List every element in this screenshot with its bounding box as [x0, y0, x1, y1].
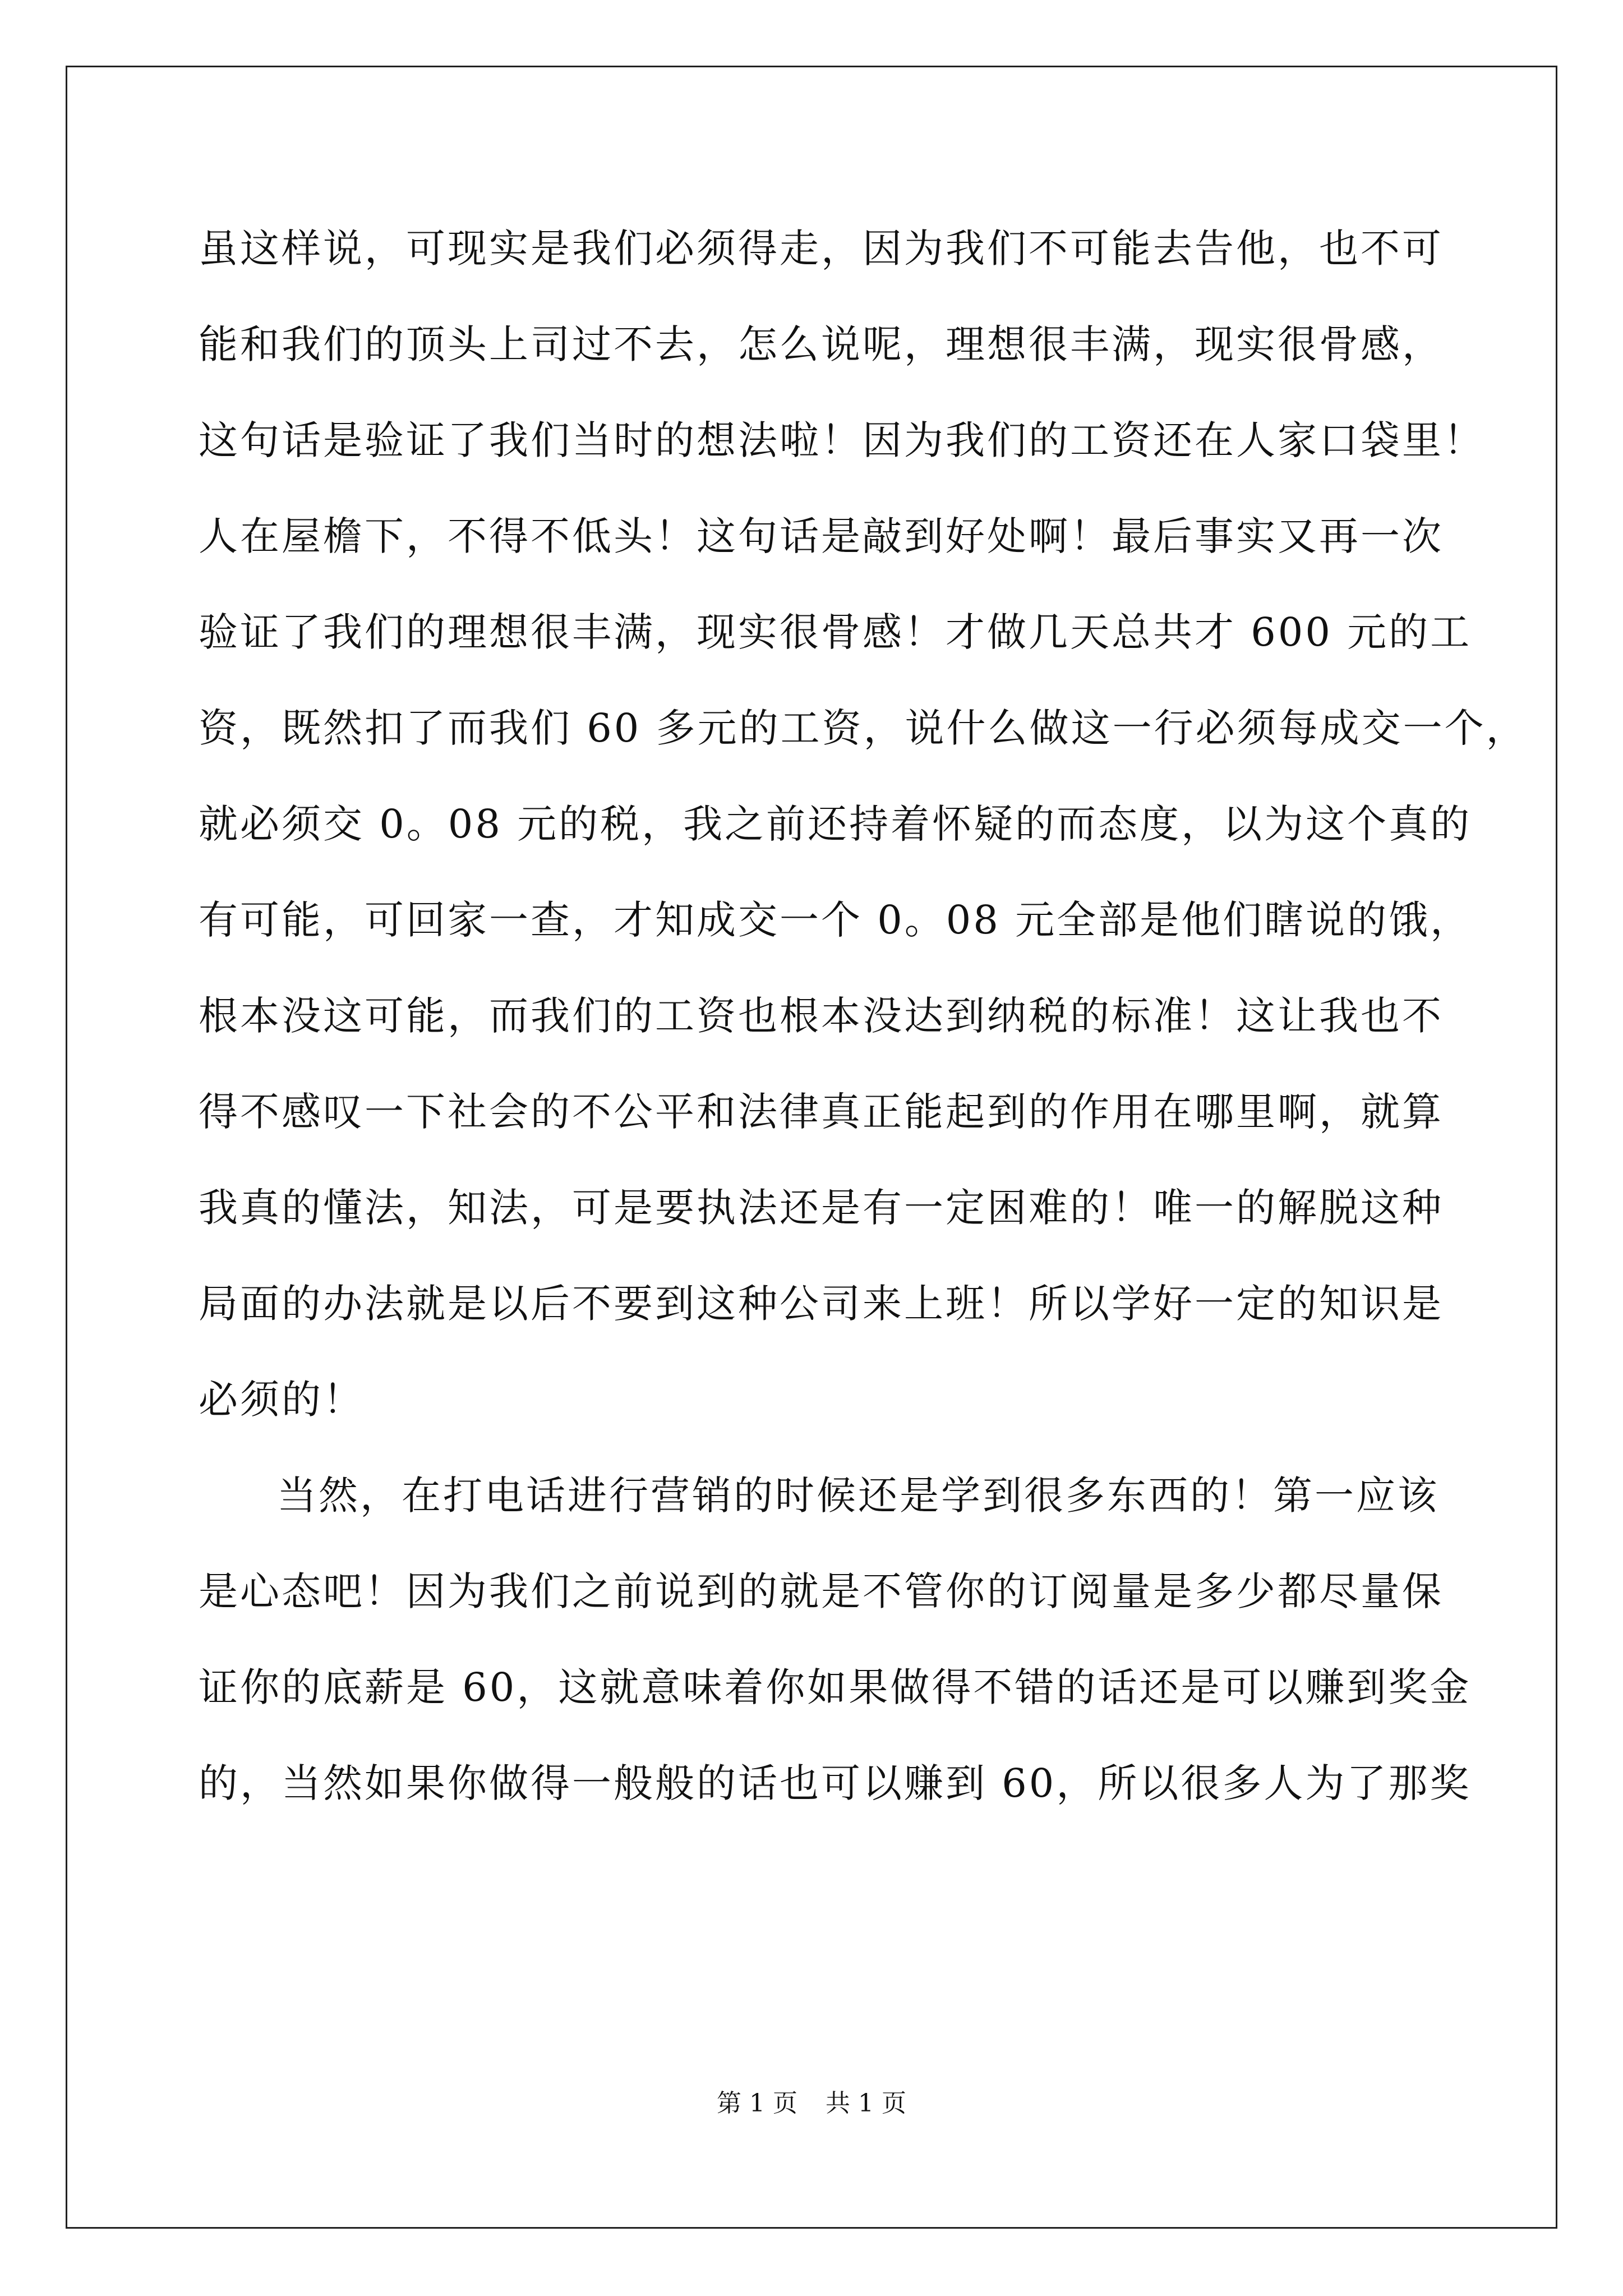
page-number: 第 1 页 — [717, 2089, 797, 2118]
text-line: 是心态吧！因为我们之前说到的就是不管你的订阅量是多少都尽量保 — [199, 1568, 1444, 1614]
text-line: 得不感叹一下社会的不公平和法律真正能起到的作用在哪里啊，就算 — [199, 1089, 1444, 1135]
text-line: 有可能，可回家一查，才知成交一个 0。08 元全部是他们瞎说的饿， — [199, 897, 1472, 943]
text-line: 就必须交 0。08 元的税，我之前还持着怀疑的而态度，以为这个真的 — [199, 801, 1472, 847]
text-line: 局面的办法就是以后不要到这种公司来上班！所以学好一定的知识是 — [199, 1281, 1444, 1327]
page-total: 共 1 页 — [826, 2089, 906, 2118]
text-line: 验证了我们的理想很丰满，现实很骨感！才做几天总共才 600 元的工 — [199, 609, 1472, 655]
text-line: 虽这样说，可现实是我们必须得走，因为我们不可能去告他，也不可 — [199, 226, 1444, 272]
text-line: 我真的懂法，知法，可是要执法还是有一定困难的！唯一的解脱这种 — [199, 1185, 1444, 1231]
text-line: 必须的！ — [199, 1377, 365, 1423]
text-line: 证你的底薪是 60，这就意味着你如果做得不错的话还是可以赚到奖金 — [199, 1664, 1472, 1710]
page-footer — [0, 2087, 1623, 2120]
paragraph-start-line: 当然，在打电话进行营销的时候还是学到很多东西的！第一应该 — [277, 1473, 1439, 1519]
text-line: 能和我们的顶头上司过不去，怎么说呢，理想很丰满，现实很骨感， — [199, 321, 1444, 367]
text-line: 人在屋檐下，不得不低头！这句话是敲到好处啊！最后事实又再一次 — [199, 513, 1444, 559]
document-body — [199, 201, 1528, 1832]
text-line: 根本没这可能，而我们的工资也根本没达到纳税的标准！这让我也不 — [199, 993, 1444, 1039]
text-line: 这句话是验证了我们当时的想法啦！因为我们的工资还在人家口袋里！ — [199, 417, 1485, 463]
text-line: 的，当然如果你做得一般般的话也可以赚到 60，所以很多人为了那奖 — [199, 1760, 1472, 1806]
text-line: 资，既然扣了而我们 60 多元的工资，说什么做这一行必须每成交一个， — [199, 705, 1528, 751]
